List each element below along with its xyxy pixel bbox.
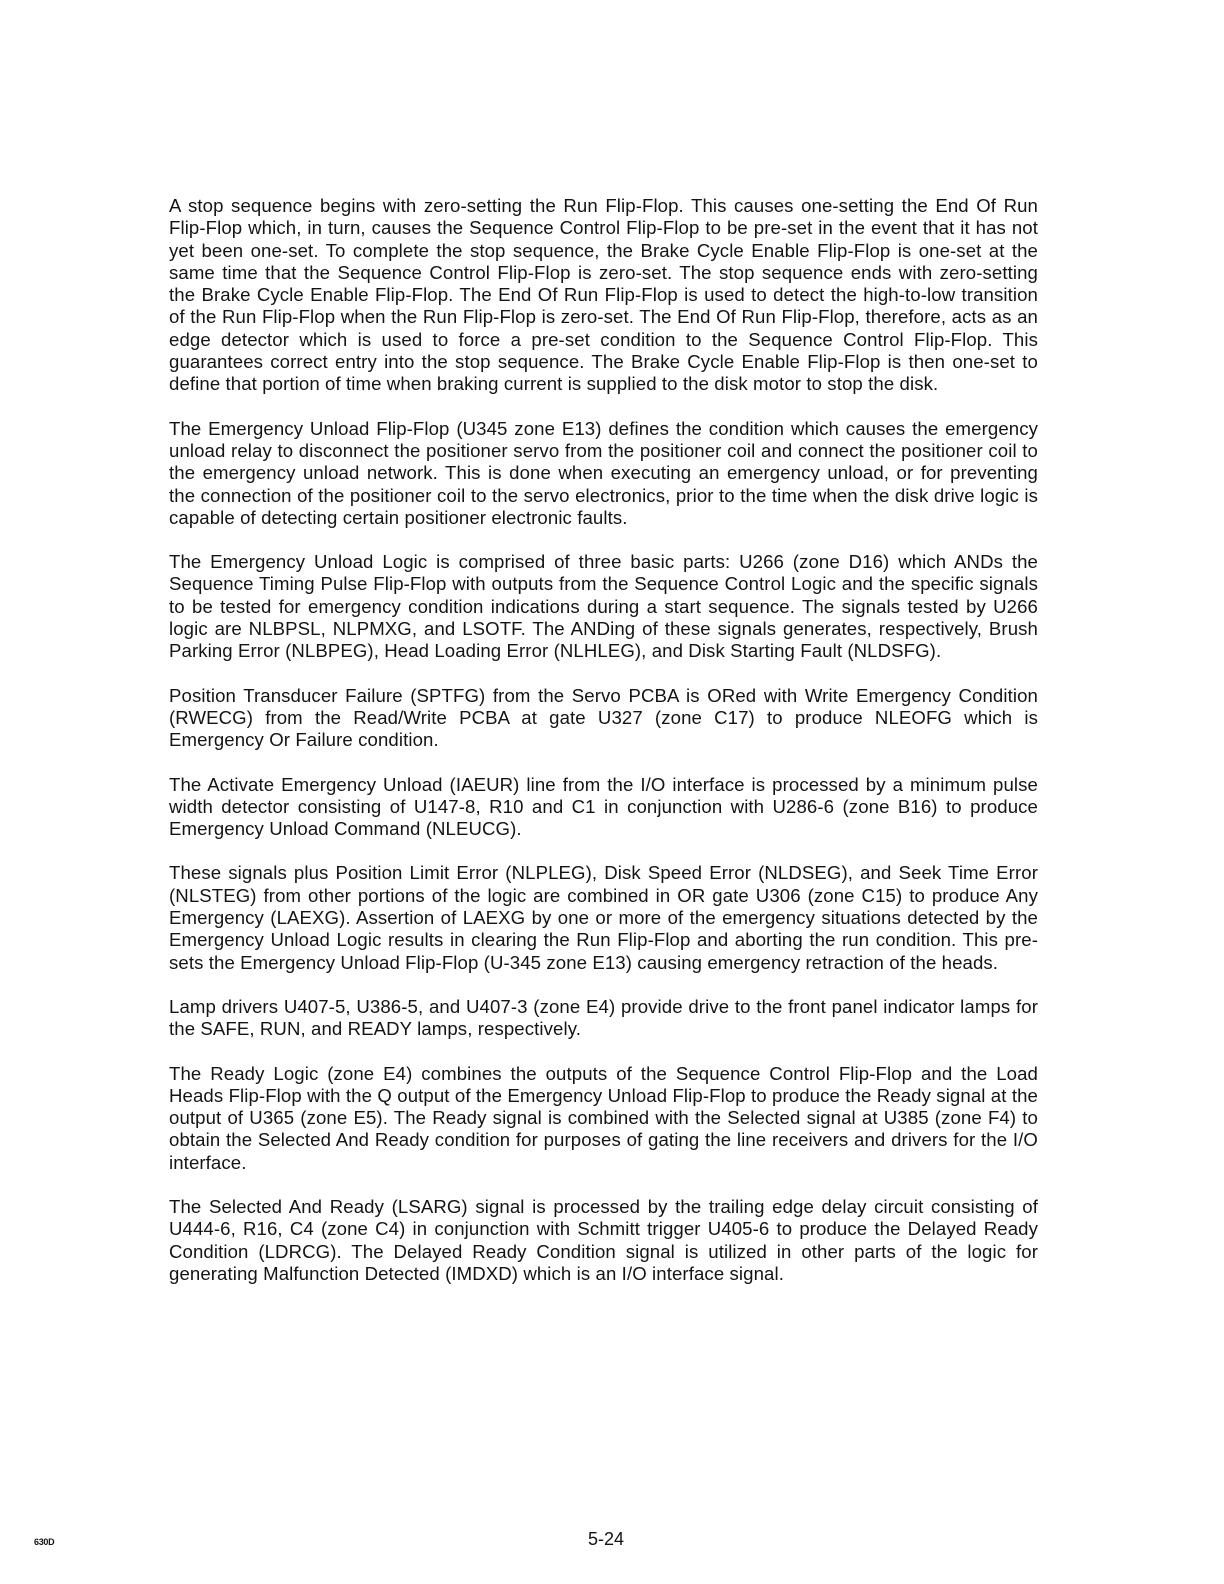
paragraph-any-emergency: These signals plus Position Limit Error (NLPLEG), Disk Speed Error (NLDSEG), and Seek Time Error (NLSTEG) from other portions of the logic are combined in OR gate U306 (zone C15) to produce Any Emergency (LAEXG). Assertion of LAEXG by one or more of the emergency situations detected by the Emergency Unload Logic results in clearing the Run Flip-Flop and aborting the run condition. This pre-sets the Emergency Unload Flip-Flop (U-345 zone E13) causing emergency retraction of the heads.: [169, 862, 1038, 973]
document-code: 630D: [34, 1537, 55, 1547]
paragraph-selected-and-ready: The Selected And Ready (LSARG) signal is processed by the trailing edge delay circuit consisting of U444-6, R16, C4 (zone C4) in conjunction with Schmitt trigger U405-6 to produce the Delayed Ready Condition (LDRCG). The Delayed Ready Condition signal is utilized in other parts of the logic for generating Malfunction Detected (IMDXD) which is an I/O interface signal.: [169, 1195, 1038, 1284]
page-body: [169, 195, 1038, 1307]
paragraph-emergency-unload-flip-flop: The Emergency Unload Flip-Flop (U345 zone E13) defines the condition which causes the emergency unload relay to disconnect the positioner servo from the positioner coil and connect the positioner coil to the emergency unload network. This is done when executing an emergency unload, or for preventing the connection of the positioner coil to the servo electronics, prior to the time when the disk drive logic is capable of detecting certain positioner electronic faults.: [169, 417, 1038, 528]
paragraph-activate-emergency-unload: The Activate Emergency Unload (IAEUR) line from the I/O interface is processed by a minimum pulse width detector consisting of U147-8, R10 and C1 in conjunction with U286-6 (zone B16) to produce Emergency Unload Command (NLEUCG).: [169, 773, 1038, 840]
page-number: 5-24: [588, 1529, 625, 1549]
paragraph-ready-logic: The Ready Logic (zone E4) combines the outputs of the Sequence Control Flip-Flop and the Load Heads Flip-Flop with the Q output of the Emergency Unload Flip-Flop to produce the Ready signal at the output of U365 (zone E5). The Ready signal is combined with the Selected signal at U385 (zone F4) to obtain the Selected And Ready condition for purposes of gating the line receivers and drivers for the I/O interface.: [169, 1062, 1038, 1173]
paragraph-lamp-drivers: Lamp drivers U407-5, U386-5, and U407-3 (zone E4) provide drive to the front panel indicator lamps for the SAFE, RUN, and READY lamps, respectively.: [169, 995, 1038, 1040]
paragraph-position-transducer-failure: Position Transducer Failure (SPTFG) from the Servo PCBA is ORed with Write Emergency Condition (RWECG) from the Read/Write PCBA at gate U327 (zone C17) to produce NLEOFG which is Emergency Or Failure condition.: [169, 684, 1038, 751]
paragraph-stop-sequence: A stop sequence begins with zero-setting the Run Flip-Flop. This causes one-setting the End Of Run Flip-Flop which, in turn, causes the Sequence Control Flip-Flop to be pre-set in the event that it has not yet been one-set. To complete the stop sequence, the Brake Cycle Enable Flip-Flop is one-set at the same time that the Sequence Control Flip-Flop is zero-set. The stop sequence ends with zero-setting the Brake Cycle Enable Flip-Flop. The End Of Run Flip-Flop is used to detect the high-to-low transition of the Run Flip-Flop when the Run Flip-Flop is zero-set. The End Of Run Flip-Flop, therefore, acts as an edge detector which is used to force a pre-set condition to the Sequence Control Flip-Flop. This guarantees correct entry into the stop sequence. The Brake Cycle Enable Flip-Flop is then one-set to define that portion of time when braking current is supplied to the disk motor to stop the disk.: [169, 195, 1038, 395]
paragraph-emergency-unload-logic: The Emergency Unload Logic is comprised of three basic parts: U266 (zone D16) which ANDs the Sequence Timing Pulse Flip-Flop with outputs from the Sequence Control Logic and the specific signals to be tested for emergency condition indications during a start sequence. The signals tested by U266 logic are NLBPSL, NLPMXG, and LSOTF. The ANDing of these signals generates, respectively, Brush Parking Error (NLBPEG), Head Loading Error (NLHLEG), and Disk Starting Fault (NLDSFG).: [169, 551, 1038, 662]
